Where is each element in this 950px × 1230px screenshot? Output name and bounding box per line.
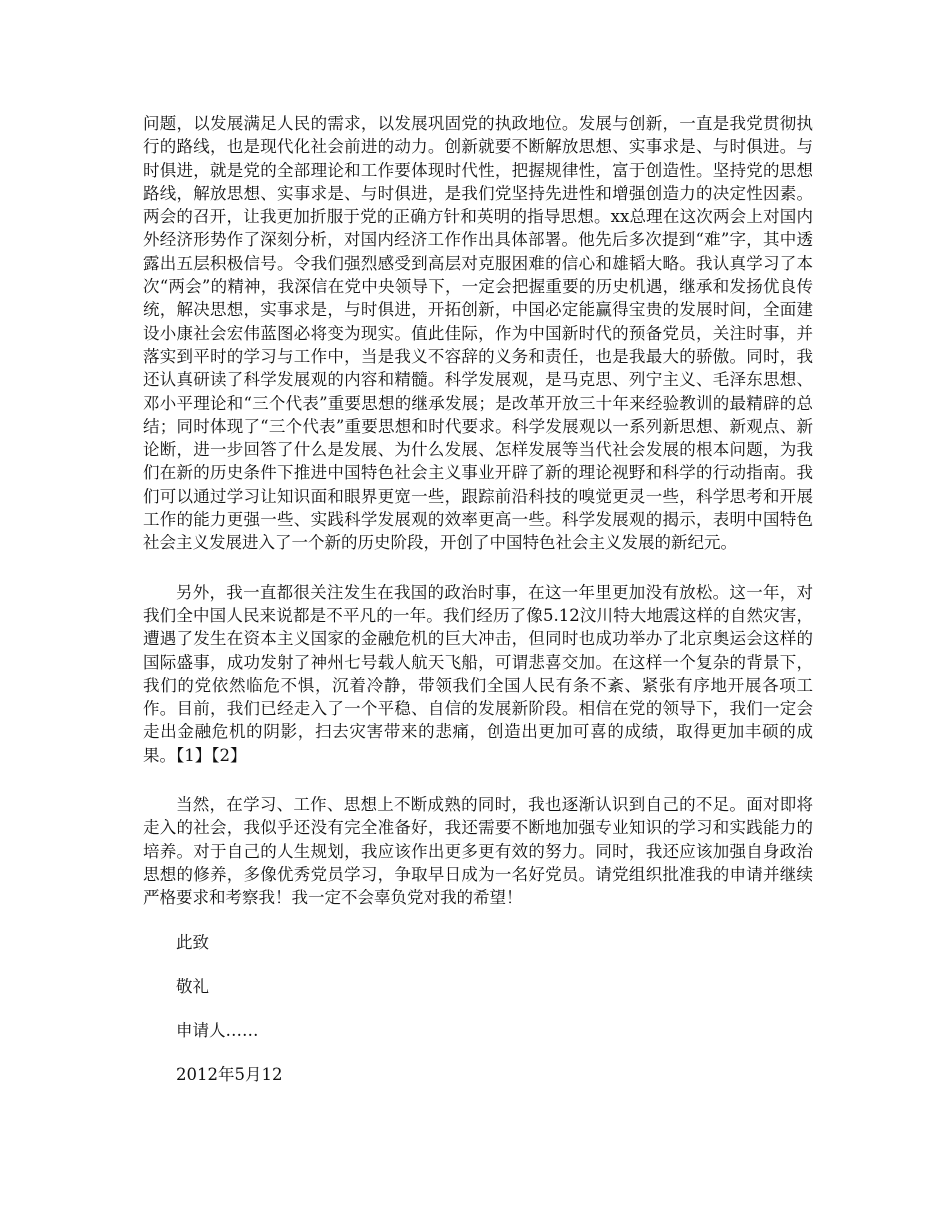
paragraph-3: 当然，在学习、工作、思想上不断成熟的同时，我也逐渐认识到自己的不足。面对即将走入的社会，我似乎还没有完全准备好，我还需要不断地加强专业知识的学习和实践能力的培养。对于自己的人生规划，我应该作出更多更有效的努力。同时，我还应该加强自身政治思想的修养，多像优秀党员学习，争取早日成为一名好党员。请党组织批准我的申请并继续严格要求和考察我！我一定不会辜负党对我的希望！ — [143, 795, 813, 908]
paragraph-gap — [143, 767, 813, 793]
paragraph-gap — [143, 954, 813, 975]
document-page — [143, 112, 813, 1087]
paragraph-1: 问题，以发展满足人民的需求，以发展巩固党的执政地位。发展与创新，一直是我党贯彻执行的路线，也是现代化社会前进的动力。创新就要不断解放思想、实事求是、与时俱进。与时俱进，就是党的全部理论和工作要体现时代性，把握规律性，富于创造性。坚持党的思想路线，解放思想、实事求是、与时俱进，是我们党坚持先进性和增强创造力的决定性因素。两会的召开，让我更加折服于党的正确方针和英明的指导思想。xx总理在这次两会上对国内外经济形势作了深刻分析，对国内经济工作作出具体部署。他先后多次提到“难”字，其中透露出五层积极信号。令我们强烈感受到高层对克服困难的信心和雄韬大略。我认真学习了本次“两会”的精神，我深信在党中央领导下，一定会把握重要的历史机遇，继承和发扬优良传统，解决思想，实事求是，与时俱进，开拓创新，中国必定能赢得宝贵的发展时间，全面建设小康社会宏伟蓝图必将变为现实。值此佳际，作为中国新时代的预备党员，关注时事，并落实到平时的学习与工作中，当是我义不容辞的义务和责任，也是我最大的骄傲。同时，我还认真研读了科学发展观的内容和精髓。科学发展观，是马克思、列宁主义、毛泽东思想、邓小平理论和“三个代表”重要思想的继承发展；是改革开放三十年来经验教训的最精辟的总结；同时体现了“三个代表”重要思想和时代要求。科学发展观以一系列新思想、新观点、新论断，进一步回答了什么是发展、为什么发展、怎样发展等当代社会发展的根本问题，为我们在新的历史条件下推进中国特色社会主义事业开辟了新的理论视野和科学的行动指南。我们可以通过学习让知识面和眼界更宽一些，跟踪前沿科技的嗅觉更灵一些，科学思考和开展工作的能力更强一些、实践科学发展观的效率更高一些。科学发展观的揭示，表明中国特色社会主义发展进入了一个新的历史阶段，开创了中国特色社会主义发展的新纪元。 — [143, 114, 813, 553]
paragraph-gap — [143, 998, 813, 1019]
paragraph-gap — [143, 1042, 813, 1063]
closing-date: 2012年5月12 — [176, 1065, 283, 1085]
paragraph-gap — [143, 555, 813, 581]
paragraph-gap — [143, 910, 813, 931]
paragraph-2: 另外，我一直都很关注发生在我国的政治时事，在这一年里更加没有放松。这一年，对我们全中国人民来说都是不平凡的一年。我们经历了像5.12汶川特大地震这样的自然灾害，遭遇了发生在资本主义国家的金融危机的巨大冲击，但同时也成功举办了北京奥运会这样的国际盛事，成功发射了神州七号载人航天飞船，可谓悲喜交加。在这样一个复杂的背景下，我们的党依然临危不惧，沉着冷静，带领我们全国人民有条不紊、紧张有序地开展各项工作。目前，我们已经走入了一个平稳、自信的发展新阶段。相信在党的领导下，我们一定会走出金融危机的阴影，扫去灾害带来的悲痛，创造出更加可喜的成绩，取得更加丰硕的成果。【1】【2】 — [143, 582, 813, 765]
closing-applicant: 申请人…… — [176, 1021, 259, 1041]
closing-regards: 敬礼 — [176, 976, 209, 996]
closing-salutation: 此致 — [176, 932, 209, 952]
